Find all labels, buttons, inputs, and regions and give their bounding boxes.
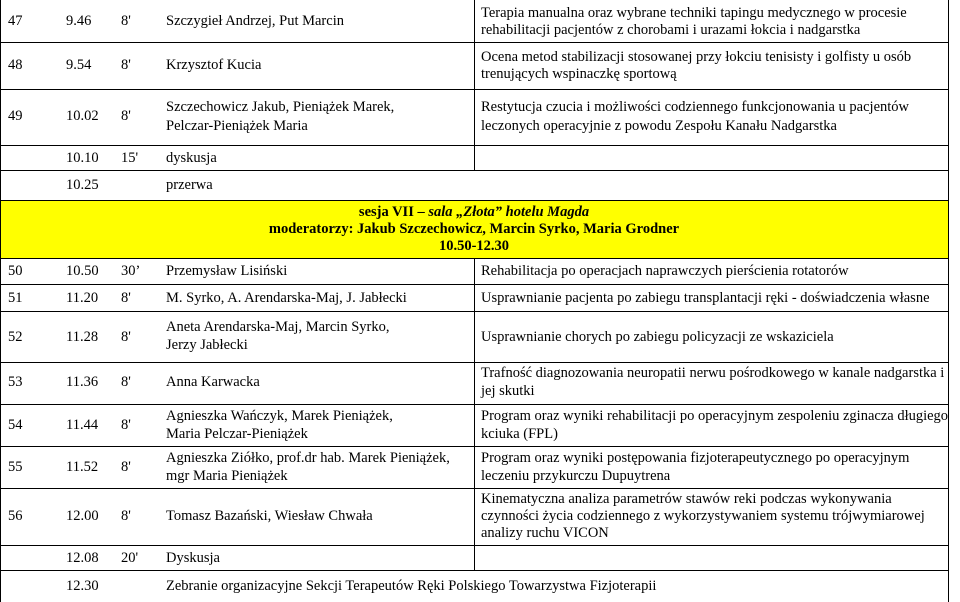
session-prefix: sesja VII – bbox=[358, 204, 429, 220]
row-title: leczeniu przykurczu Dupuytrena bbox=[481, 468, 671, 484]
row-duration: 8' bbox=[121, 57, 131, 73]
row-author: Aneta Arendarska-Maj, Marcin Syrko, bbox=[166, 319, 390, 335]
table-rule bbox=[0, 42, 949, 43]
row-author: Agnieszka Wańczyk, Marek Pieniążek, bbox=[166, 408, 393, 424]
row-title: Usprawnianie pacjenta po zabiegu transplantacji ręki - doświadczenia własne bbox=[481, 290, 930, 306]
row-author: Anna Karwacka bbox=[166, 374, 260, 390]
table-rule bbox=[0, 200, 949, 201]
row-time: 12.08 bbox=[66, 550, 99, 566]
row-title: Usprawnianie chorych po zabiegu policyzacji ze wskaziciela bbox=[481, 329, 834, 345]
row-number: 54 bbox=[8, 417, 23, 433]
meeting-label: Zebranie organizacyjne Sekcji Terapeutów Ręki Polskiego Towarzystwa Fizjoterapii bbox=[166, 578, 657, 594]
table-rule bbox=[0, 570, 949, 571]
row-time: 10.02 bbox=[66, 108, 99, 124]
row-author: Maria Pelczar-Pieniążek bbox=[166, 426, 308, 442]
row-duration: 8' bbox=[121, 329, 131, 345]
row-title: kciuka (FPL) bbox=[481, 426, 558, 442]
table-rule bbox=[0, 488, 949, 489]
row-title: Ocena metod stabilizacji stosowanej przy łokciu tenisisty i golfisty u osób bbox=[481, 49, 912, 65]
row-duration: 8' bbox=[121, 108, 131, 124]
row-title: leczonych operacyjnie z powodu Zespołu Kanału Nadgarstka bbox=[481, 118, 837, 134]
row-author: Przemysław Lisiński bbox=[166, 263, 288, 279]
row-duration: 15' bbox=[121, 150, 139, 166]
table-rule bbox=[474, 258, 475, 570]
row-number: 50 bbox=[8, 263, 23, 279]
table-rule bbox=[0, 0, 1, 602]
session-room: sala „Złota” hotelu Magda bbox=[428, 204, 590, 220]
row-time: 12.00 bbox=[66, 508, 99, 524]
row-time: 9.54 bbox=[66, 57, 92, 73]
row-title: Rehabilitacja po operacjach naprawczych pierścienia rotatorów bbox=[481, 263, 849, 279]
table-rule bbox=[0, 545, 949, 546]
session-time: 10.50-12.30 bbox=[438, 238, 510, 254]
row-author: Szczygieł Andrzej, Put Marcin bbox=[166, 13, 344, 29]
table-rule bbox=[0, 284, 949, 285]
row-title: Restytucja czucia i możliwości codziennego funkcjonowania u pacjentów bbox=[481, 99, 910, 115]
row-number: 53 bbox=[8, 374, 23, 390]
table-rule bbox=[0, 89, 949, 90]
row-time: 11.28 bbox=[66, 329, 99, 345]
row-title: Trafność diagnozowania neuropatii nerwu pośrodkowego w kanale nadgarstka i bbox=[481, 365, 945, 381]
row-time: 11.52 bbox=[66, 459, 99, 475]
row-author: Szczechowicz Jakub, Pieniążek Marek, bbox=[166, 99, 395, 115]
table-rule bbox=[0, 258, 949, 259]
row-time: 10.10 bbox=[66, 150, 99, 166]
row-time: 11.44 bbox=[66, 417, 99, 433]
row-time: 12.30 bbox=[66, 578, 99, 594]
row-duration: 30’ bbox=[121, 263, 141, 279]
table-rule bbox=[0, 170, 949, 171]
row-author: Krzysztof Kucia bbox=[166, 57, 262, 73]
row-title: Program oraz wyniki rehabilitacji po operacyjnym zespoleniu zginacza długiego bbox=[481, 408, 949, 424]
table-rule bbox=[0, 145, 949, 146]
row-title: czynności życia codziennego z wykorzystywaniem systemu trójwymiarowej bbox=[481, 508, 925, 524]
row-number: 47 bbox=[8, 13, 23, 29]
row-title: analizy ruchu VICON bbox=[481, 525, 609, 541]
row-number: 48 bbox=[8, 57, 23, 73]
row-author: Pelczar-Pieniążek Maria bbox=[166, 118, 308, 134]
table-rule bbox=[0, 446, 949, 447]
row-title: rehabilitacji pacjentów z chorobami i urazami łokcia i nadgarstka bbox=[481, 22, 861, 38]
row-number: 52 bbox=[8, 329, 23, 345]
row-duration: 8' bbox=[121, 417, 131, 433]
row-author: Agnieszka Ziółko, prof.dr hab. Marek Pieniążek, bbox=[166, 450, 450, 466]
row-title: Program oraz wyniki postępowania fizjoterapeutycznego po operacyjnym bbox=[481, 450, 910, 466]
table-rule bbox=[0, 404, 949, 405]
row-title: jej skutki bbox=[481, 383, 535, 399]
row-time: 11.20 bbox=[66, 290, 99, 306]
discussion-label: dyskusja bbox=[166, 150, 217, 166]
row-author: mgr Maria Pieniążek bbox=[166, 468, 288, 484]
row-duration: 20' bbox=[121, 550, 139, 566]
row-author: Tomasz Bazański, Wiesław Chwała bbox=[166, 508, 373, 524]
row-author: M. Syrko, A. Arendarska-Maj, J. Jabłecki bbox=[166, 290, 407, 306]
row-title: Kinematyczna analiza parametrów stawów reki podczas wykonywania bbox=[481, 491, 892, 507]
row-duration: 8' bbox=[121, 459, 131, 475]
row-time: 11.36 bbox=[66, 374, 99, 390]
row-time: 10.50 bbox=[66, 263, 99, 279]
row-duration: 8' bbox=[121, 508, 131, 524]
row-author: Jerzy Jabłecki bbox=[166, 337, 248, 353]
session-title bbox=[0, 204, 948, 221]
row-title: Terapia manualna oraz wybrane techniki tapingu medycznego w procesie bbox=[481, 5, 907, 21]
row-number: 51 bbox=[8, 290, 23, 306]
row-number: 49 bbox=[8, 108, 23, 124]
row-duration: 8' bbox=[121, 13, 131, 29]
table-rule bbox=[0, 362, 949, 363]
row-number: 55 bbox=[8, 459, 23, 475]
row-duration: 8' bbox=[121, 374, 131, 390]
break-label: przerwa bbox=[166, 177, 213, 193]
row-time: 10.25 bbox=[66, 177, 99, 193]
row-number: 56 bbox=[8, 508, 23, 524]
discussion-label: Dyskusja bbox=[166, 550, 220, 566]
table-rule bbox=[0, 311, 949, 312]
row-title: trenujących wspinaczkę sportową bbox=[481, 66, 677, 82]
row-time: 9.46 bbox=[66, 13, 92, 29]
table-rule bbox=[948, 0, 949, 602]
session-moderators: moderatorzy: Jakub Szczechowicz, Marcin Syrko, Maria Grodner bbox=[268, 221, 680, 237]
row-duration: 8' bbox=[121, 290, 131, 306]
